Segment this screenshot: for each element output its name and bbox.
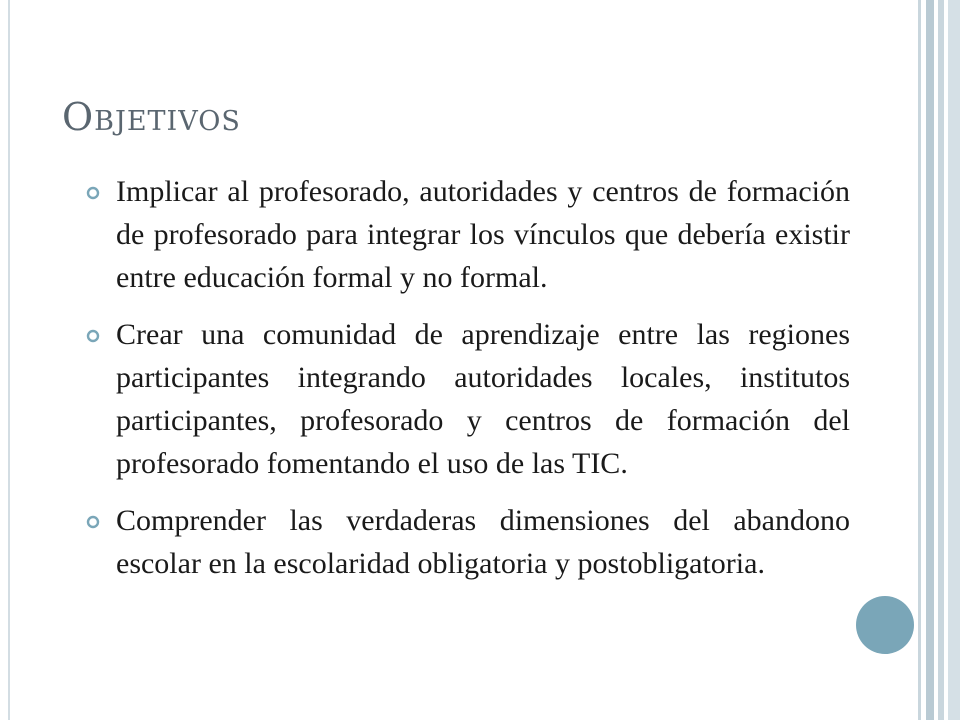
bullet-text: Implicar al profesorado, autoridades y centros de formación de profesorado para integrar los vínculos que debería existir entre educación formal y no formal.: [116, 175, 850, 294]
bullet-item: [86, 313, 850, 485]
bullet-list: [86, 170, 850, 599]
bullet-item: [86, 170, 850, 299]
circle-decoration: [856, 596, 914, 654]
circle-bullet-icon: [86, 515, 100, 529]
bullet-text: Crear una comunidad de aprendizaje entre las regiones participantes integrando autoridades locales, institutos participantes, profesorado y centros de formación del profesorado fomentando el uso de las TIC.: [116, 318, 850, 480]
frame-right-stripe: [926, 0, 934, 720]
bullet-text: Comprender las verdaderas dimensiones del abandono escolar en la escolaridad obligatoria y postobligatoria.: [116, 504, 850, 580]
frame-right-line: [918, 0, 921, 720]
frame-right-stripe-2: [938, 0, 944, 720]
circle-bullet-icon: [86, 186, 100, 200]
frame-left-line: [8, 0, 10, 720]
slide-title: Objetivos: [62, 95, 241, 139]
circle-bullet-icon: [86, 329, 100, 343]
bullet-item: [86, 499, 850, 585]
frame-right-stripe-3: [948, 0, 960, 720]
